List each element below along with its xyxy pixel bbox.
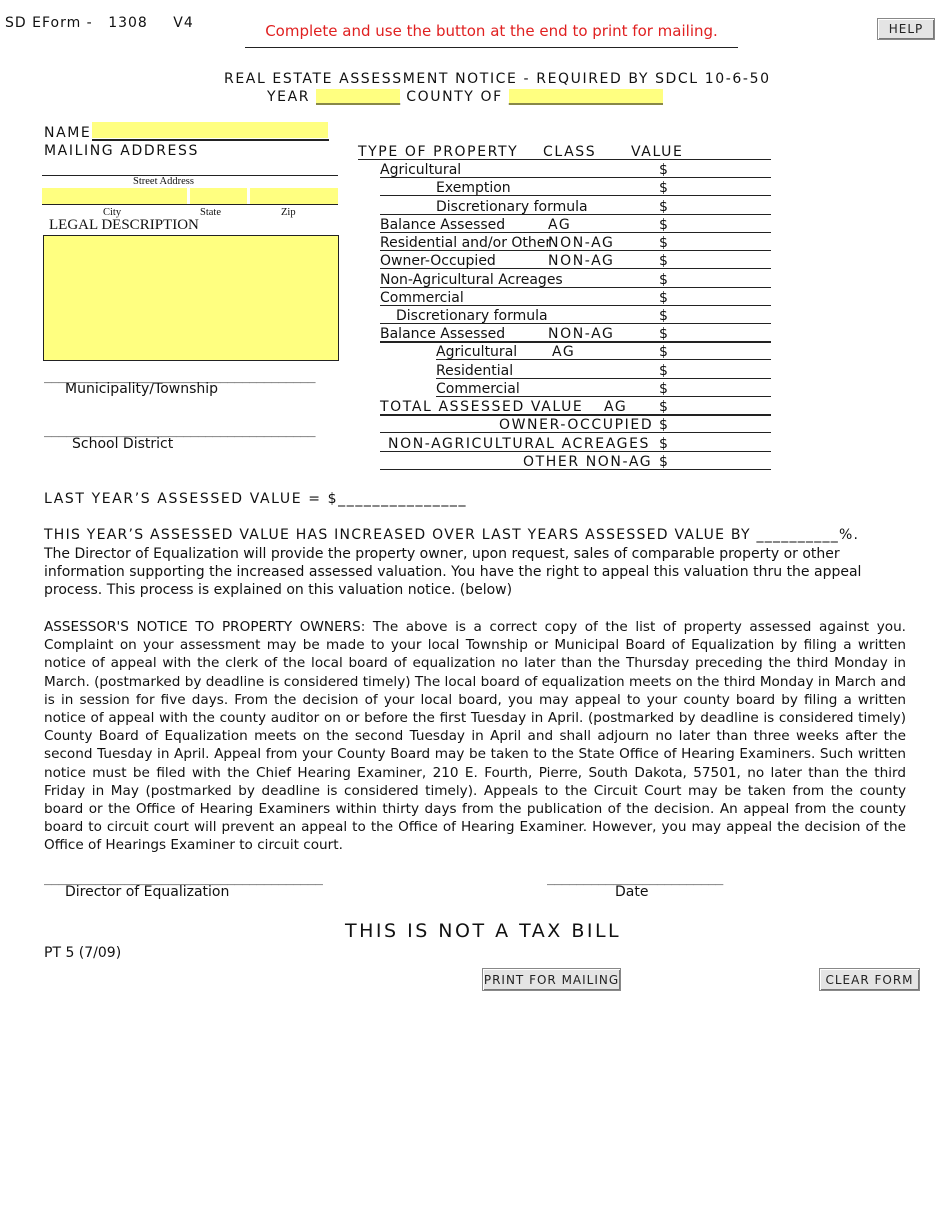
name-underline (92, 139, 329, 141)
form-code: PT 5 (7/09) (44, 945, 122, 961)
row-agricultural-label: Agricultural (380, 162, 462, 178)
increase-line: THIS YEAR’S ASSESSED VALUE HAS INCREASED OVER LAST YEARS ASSESSED VALUE BY __________%. (44, 527, 860, 543)
legal-description-field[interactable] (43, 235, 339, 361)
zip-label: Zip (281, 207, 296, 218)
legal-description-label: LEGAL DESCRIPTION (49, 217, 199, 233)
row-sub-residential-dollar: $ (659, 363, 668, 379)
clear-form-button[interactable]: CLEAR FORM (819, 968, 920, 991)
row-exemption-label: Exemption (436, 180, 511, 196)
row-balance-nonag-class: NON-AG (548, 326, 615, 342)
instruction-underline (245, 47, 738, 48)
row-sub-agricultural-dollar: $ (659, 344, 668, 360)
row-owner-occupied-label: Owner-Occupied (380, 253, 496, 269)
date-line: ________________________ (547, 871, 723, 886)
row-balance-nonag-dollar: $ (659, 326, 668, 342)
print-instruction: Complete and use the button at the end to print for mailing. (265, 22, 718, 40)
row-sub-agricultural-class: AG (552, 344, 576, 360)
row-disc-formula2-dollar: $ (659, 308, 668, 324)
row-line (436, 396, 771, 397)
year-county-line (267, 89, 663, 105)
mailing-address-label: MAILING ADDRESS (44, 143, 199, 159)
help-button[interactable]: HELP (877, 18, 935, 40)
last-year-assessed-value: LAST YEAR’S ASSESSED VALUE = $_______________ (44, 491, 468, 507)
row-commercial-dollar: $ (659, 290, 668, 306)
row-exemption-dollar: $ (659, 180, 668, 196)
row-owner-occupied-dollar: $ (659, 253, 668, 269)
zip-field[interactable] (250, 188, 338, 204)
municipality-label: Municipality/Township (65, 381, 219, 397)
date-label: Date (615, 884, 649, 900)
row-balance-ag-dollar: $ (659, 217, 668, 233)
form-id-prefix: SD EForm - (5, 15, 93, 31)
row-total-owner-occ-label: OWNER-OCCUPIED (499, 417, 654, 433)
row-total-owner-occ-dollar: $ (659, 417, 668, 433)
col-value: VALUE (631, 144, 684, 160)
col-type-of-property: TYPE OF PROPERTY (358, 144, 519, 160)
row-disc-formula-dollar: $ (659, 199, 668, 215)
row-line (380, 268, 771, 269)
row-total-label: TOTAL ASSESSED VALUE (380, 399, 584, 415)
table-header-line (358, 159, 771, 160)
row-residential-dollar: $ (659, 235, 668, 251)
school-district-label: School District (72, 436, 174, 452)
print-for-mailing-button[interactable]: PRINT FOR MAILING (482, 968, 621, 991)
row-sub-residential-label: Residential (436, 363, 514, 379)
county-label: COUNTY OF (406, 89, 503, 105)
row-disc-formula-label: Discretionary formula (436, 199, 588, 215)
city-field[interactable] (42, 188, 187, 204)
row-disc-formula2-label: Discretionary formula (396, 308, 548, 324)
row-line (436, 359, 771, 360)
row-residential-label: Residential and/or Other (380, 235, 552, 251)
row-total-other-nonag-label: OTHER NON-AG (523, 454, 653, 470)
form-number: 1308 (108, 15, 148, 31)
row-sub-commercial-dollar: $ (659, 381, 668, 397)
row-line (380, 195, 771, 196)
row-line (380, 214, 771, 215)
row-line (380, 323, 771, 324)
name-field[interactable] (92, 122, 328, 138)
row-nonag-acreages-label: Non-Agricultural Acreages (380, 272, 563, 288)
row-balance-ag-class: AG (548, 217, 572, 233)
director-label: Director of Equalization (65, 884, 230, 900)
row-line (380, 287, 771, 288)
row-line (380, 232, 771, 233)
row-line (380, 432, 771, 433)
row-line (380, 341, 771, 343)
row-agricultural-dollar: $ (659, 162, 668, 178)
row-total-nonag-acreages-label: NON-AGRICULTURAL ACREAGES (388, 436, 651, 452)
row-total-class: AG (604, 399, 628, 415)
director-signature-line: ______________________________________ (44, 871, 323, 886)
col-class: CLASS (543, 144, 597, 160)
form-version: V4 (173, 15, 194, 31)
name-label: NAME (44, 125, 92, 141)
form-id (5, 15, 194, 31)
row-line (380, 451, 771, 452)
row-sub-agricultural-label: Agricultural (436, 344, 518, 360)
row-total-other-nonag-dollar: $ (659, 454, 668, 470)
row-balance-nonag-label: Balance Assessed (380, 326, 506, 342)
row-residential-class: NON-AG (548, 235, 615, 251)
county-field[interactable]: ______________________ (508, 89, 663, 105)
increase-info: The Director of Equalization will provide the property owner, upon request, sales of comparable property or other information supporting the increased assessed valuation. You have the right to appeal this valuation thru the appeal process. This process is explained on this valuation notice. (below) (44, 546, 862, 599)
year-label: YEAR (267, 89, 311, 105)
row-line (380, 305, 771, 306)
row-line (380, 177, 771, 178)
row-balance-ag-label: Balance Assessed (380, 217, 506, 233)
row-line (380, 250, 771, 251)
row-line (436, 378, 771, 379)
row-owner-occupied-class: NON-AG (548, 253, 615, 269)
school-district-line: _____________________________________ (44, 423, 316, 438)
year-field[interactable]: ____________ (316, 89, 401, 105)
row-total-nonag-acreages-dollar: $ (659, 436, 668, 452)
row-commercial-label: Commercial (380, 290, 464, 306)
city-line (42, 204, 338, 205)
notice-title: REAL ESTATE ASSESSMENT NOTICE - REQUIRED BY SDCL 10-6-50 (224, 71, 771, 87)
row-line (380, 469, 771, 470)
row-line (380, 414, 771, 416)
assessor-notice: ASSESSOR'S NOTICE TO PROPERTY OWNERS: The above is a correct copy of the list of property assessed against you. Complaint on your assessment may be made to your local Township or Municipal Board of Equalization by filing a written notice of appeal with the clerk of the local board of equalization no later than the Thursday preceding the third Monday in March. (postmarked by deadline is considered timely) The local board of equalization meets on the third Monday in March and is in session for five days. From the decision of your local board, you may appeal to your county board by filing a written notice of appeal with the county auditor on or before the first Tuesday in April. (postmarked by deadline is considered timely) County Board of Equalization meets on the second Tuesday in April and shall adjourn no later than three weeks after the second Tuesday in April. Appeal from your County Board may be taken to the State Office of Hearing Examiners. Such written notice must be filed with the Chief Hearing Examiner, 210 E. Fourth, Pierre, South Dakota, 57501, no later than the third Friday in May (postmarked by deadline is considered timely). Appeals to the Circuit Court may be taken from the county board or the Office of Hearing Examiners within thirty days from the publication of the decision. An appeal from the county board to circuit court will prevent an appeal to the Office of Hearing Examiner. However, you may appeal the decision of the Office of Hearings Examiner to circuit court. (44, 619, 906, 854)
city-label: City (103, 207, 122, 218)
state-label: State (200, 207, 221, 218)
row-sub-commercial-label: Commercial (436, 381, 520, 397)
state-field[interactable] (190, 188, 247, 204)
street-address-label: Street Address (133, 176, 194, 187)
row-nonag-acreages-dollar: $ (659, 272, 668, 288)
row-total-dollar: $ (659, 399, 668, 415)
not-tax-bill: THIS IS NOT A TAX BILL (345, 920, 622, 942)
municipality-line: _____________________________________ (44, 369, 316, 384)
